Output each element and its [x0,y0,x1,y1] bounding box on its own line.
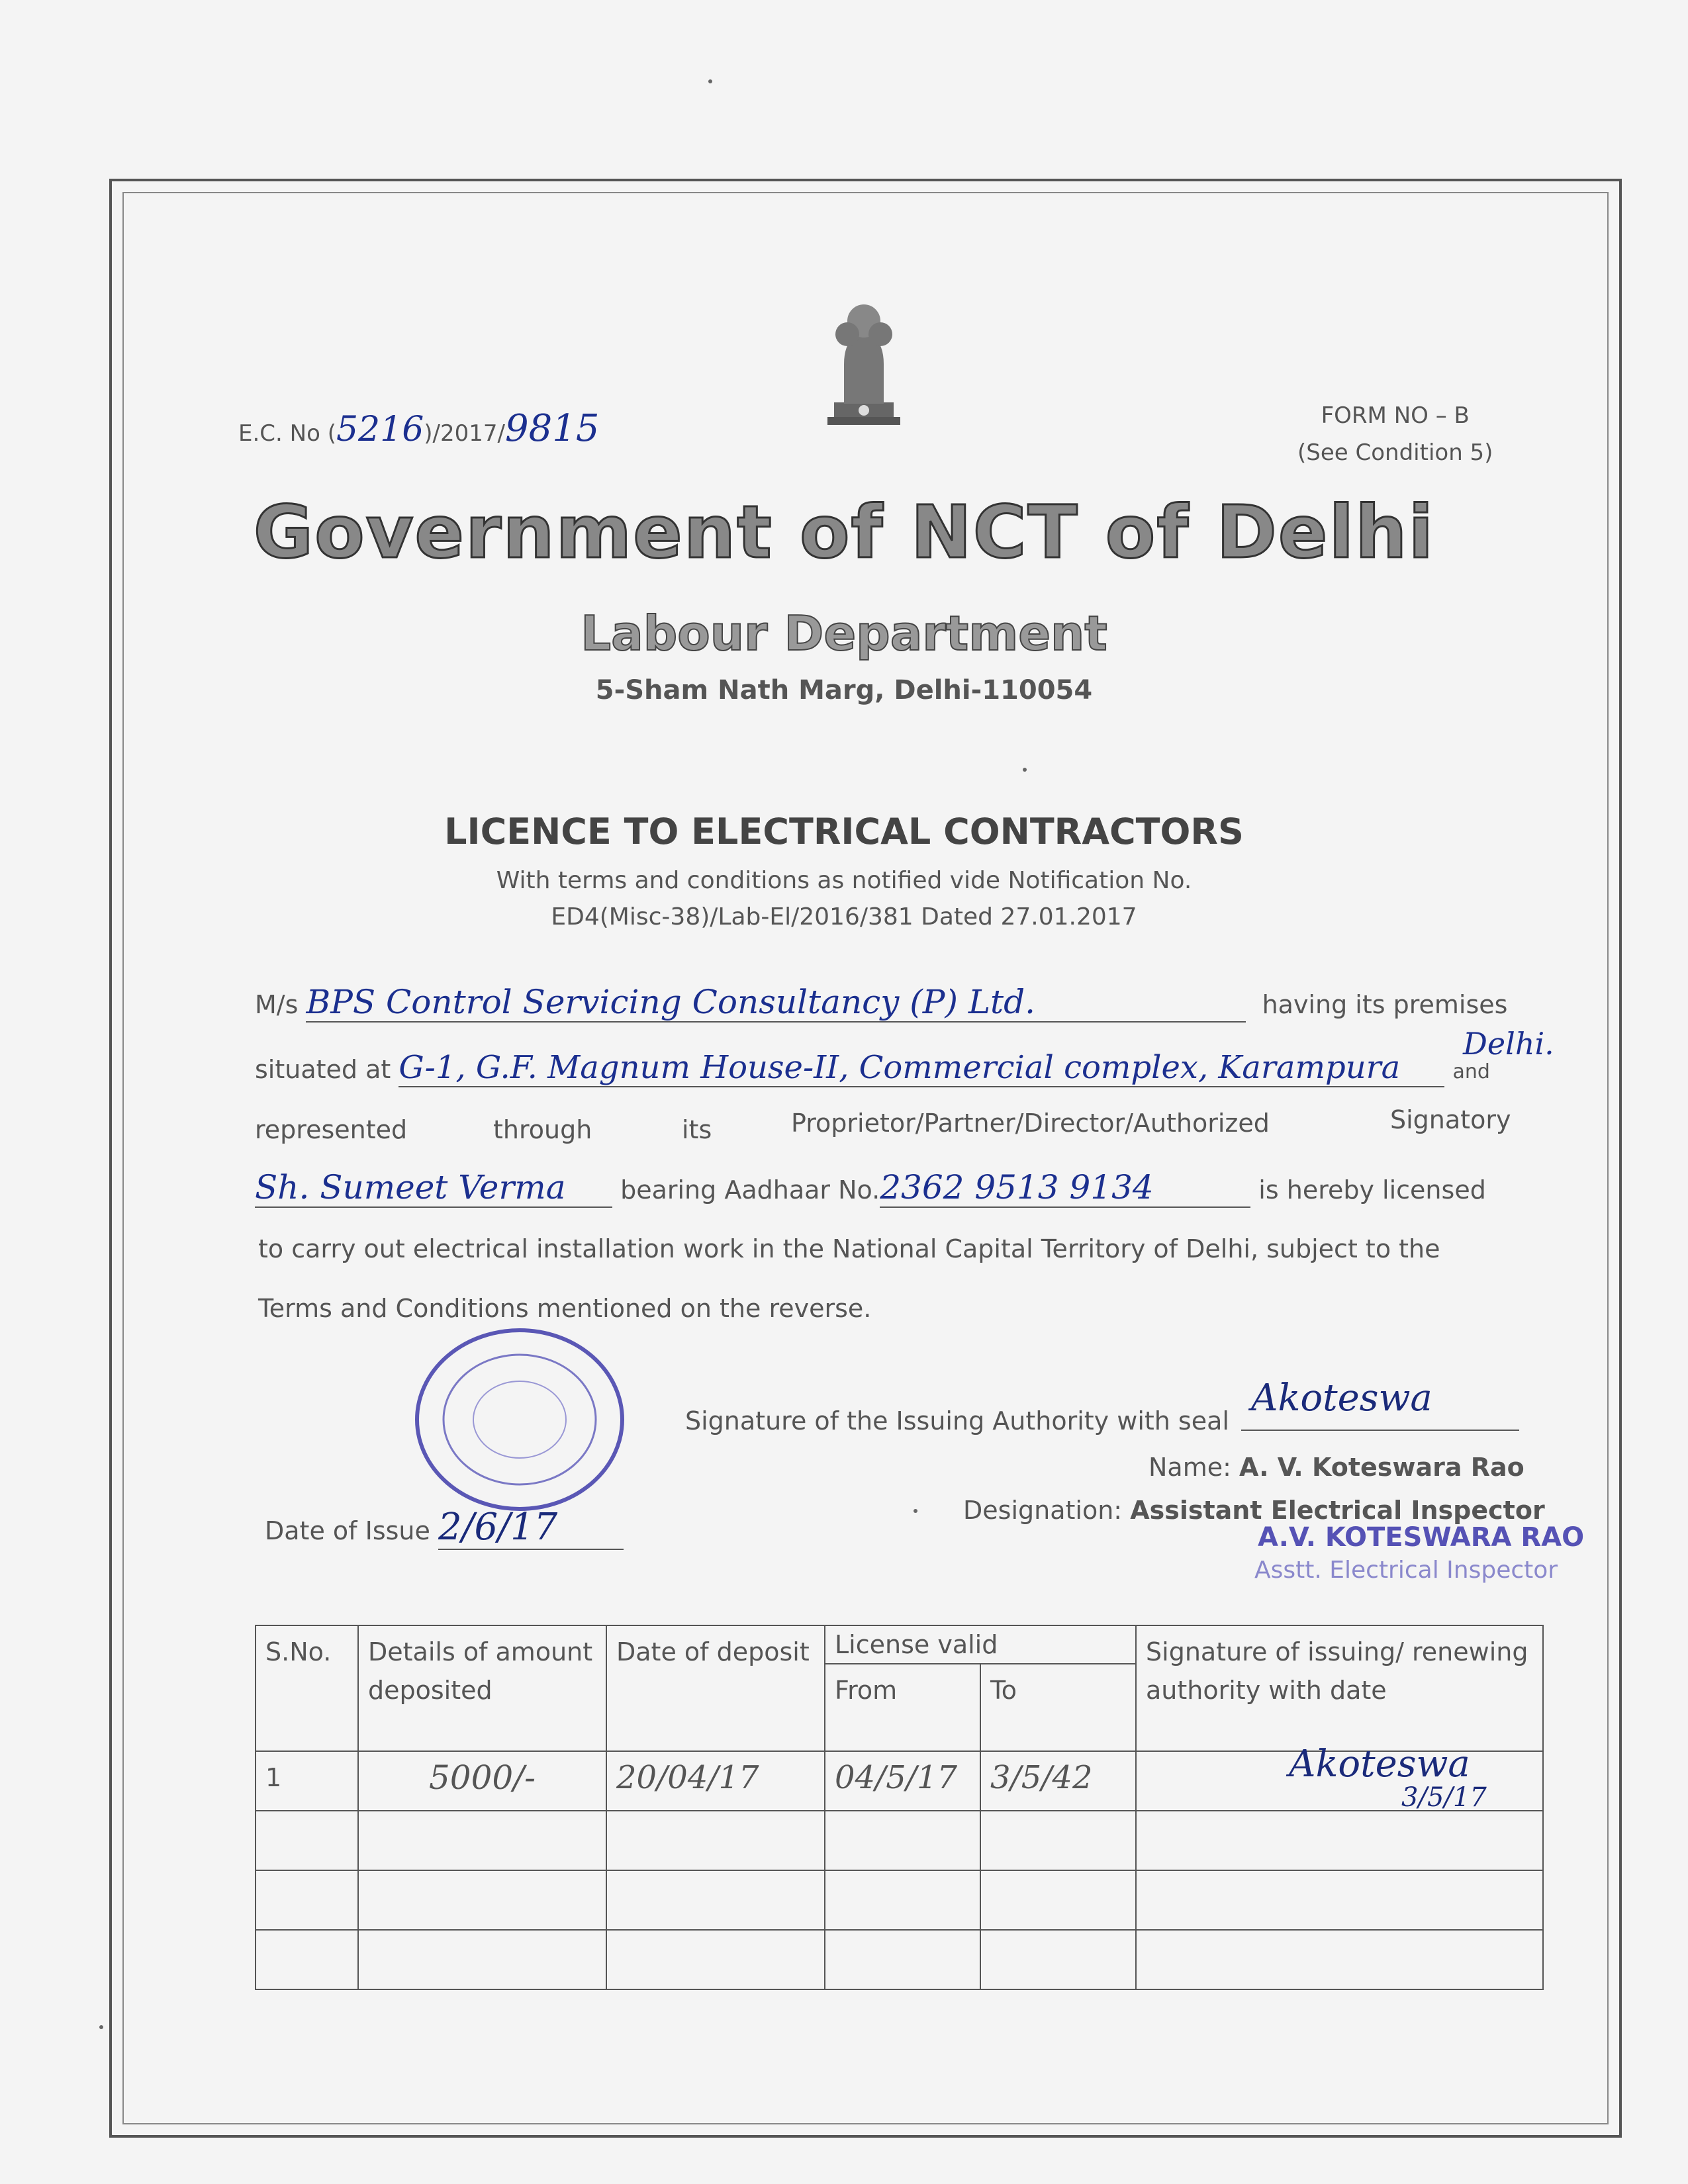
aadhaar-line [255,1168,1486,1208]
row-signature-cell [1136,1743,1543,1813]
premises-address: G-1, G.F. Magnum House-II, Commercial complex, Karampura [399,1049,1444,1087]
table-row [256,1930,1543,1989]
form-number: FORM NO – B [1321,402,1470,429]
header-from: From [825,1664,980,1751]
header-to: To [980,1664,1136,1751]
signatory-label: Signatory [1390,1105,1511,1134]
table-row [256,1870,1543,1930]
aadhaar-number: 2362 9513 9134 [880,1168,1250,1208]
row-to: 3/5/42 [980,1751,1136,1811]
row-date: 20/04/17 [606,1751,825,1811]
row-sno: 1 [256,1751,358,1811]
national-emblem-icon [814,291,914,430]
represented-label: represented [255,1115,408,1144]
table-header-row [256,1625,1543,1664]
designation-label: Designation: [963,1496,1123,1525]
form-number-block [1297,397,1493,471]
body-line-5: to carry out electrical installation work in the National Capital Territory of Delhi, subject to the [258,1234,1440,1263]
scan-speck [1023,768,1027,772]
aadhaar-label: bearing Aadhaar No. [620,1175,880,1205]
representative-name: Sh. Sumeet Verma [255,1168,612,1208]
firm-name: BPS Control Servicing Consultancy (P) Ltd. [306,983,1246,1023]
table-row [256,1811,1543,1870]
row-sign-date: 3/5/17 [1401,1782,1487,1813]
date-of-issue-line [265,1506,624,1550]
firm-line [255,983,1507,1023]
role-label: Proprietor/Partner/Director/Authorized [791,1109,1270,1138]
ec-number-line [238,407,600,450]
signature-label: Signature of the Issuing Authority with seal [685,1406,1229,1435]
designation-value: Assistant Electrical Inspector [1130,1496,1545,1525]
ec-prefix: E.C. No ( [238,420,336,447]
address-line [255,1049,1490,1087]
date-of-issue-label: Date of Issue [265,1516,430,1545]
date-of-issue-value: 2/6/17 [438,1506,624,1550]
row-amount: 5000/- [358,1751,606,1811]
deposit-table [255,1625,1544,1990]
authority-signature: Akoteswa [1251,1377,1432,1420]
designation-line [963,1496,1545,1525]
header-sno: S.No. [256,1625,358,1751]
through-label: through [493,1115,592,1144]
ec-number: 5216 [336,410,424,449]
form-condition: (See Condition 5) [1297,439,1493,466]
ec-suffix: 9815 [505,407,600,450]
header-signature: Signature of issuing/ renewing authority with date [1136,1625,1543,1751]
situated-label: situated at [255,1055,391,1084]
row-signature: Akoteswa [1289,1743,1470,1786]
name-value: A. V. Koteswara Rao [1239,1453,1524,1482]
header-details: Details of amount deposited [358,1625,606,1751]
office-seal-icon [407,1320,632,1519]
premises-label: having its premises [1262,990,1508,1019]
header-date-of-deposit: Date of deposit [606,1625,825,1751]
department-title: Labour Department [581,606,1107,661]
ms-label: M/s [255,990,299,1019]
government-title: Government of NCT of Delhi [253,490,1435,574]
scan-speck [914,1509,917,1513]
notification-line-1: With terms and conditions as notified vide Notification No. [496,867,1192,894]
licensed-label: is hereby licensed [1258,1175,1486,1205]
stamp-name: A.V. KOTESWARA RAO [1258,1522,1585,1553]
name-line [1149,1453,1524,1482]
stamp-title: Asstt. Electrical Inspector [1254,1557,1558,1584]
licence-heading: LICENCE TO ELECTRICAL CONTRACTORS [444,811,1244,852]
row-from: 04/5/17 [825,1751,980,1811]
department-address: 5-Sham Nath Marg, Delhi-110054 [595,675,1093,705]
scan-speck [99,2025,103,2029]
ec-mid: )/2017/ [424,420,505,447]
city-handwritten: Delhi. [1463,1026,1554,1062]
name-label: Name: [1149,1453,1231,1482]
body-line-6: Terms and Conditions mentioned on the reverse. [258,1294,872,1323]
header-license-valid: License valid [825,1625,1136,1664]
and-label: and [1452,1060,1490,1083]
its-label: its [682,1115,712,1144]
notification-line-2: ED4(Misc-38)/Lab-El/2016/381 Dated 27.01.2017 [551,903,1137,931]
scan-speck [708,79,712,83]
signature-line [1241,1430,1519,1431]
table-row [256,1751,1543,1811]
